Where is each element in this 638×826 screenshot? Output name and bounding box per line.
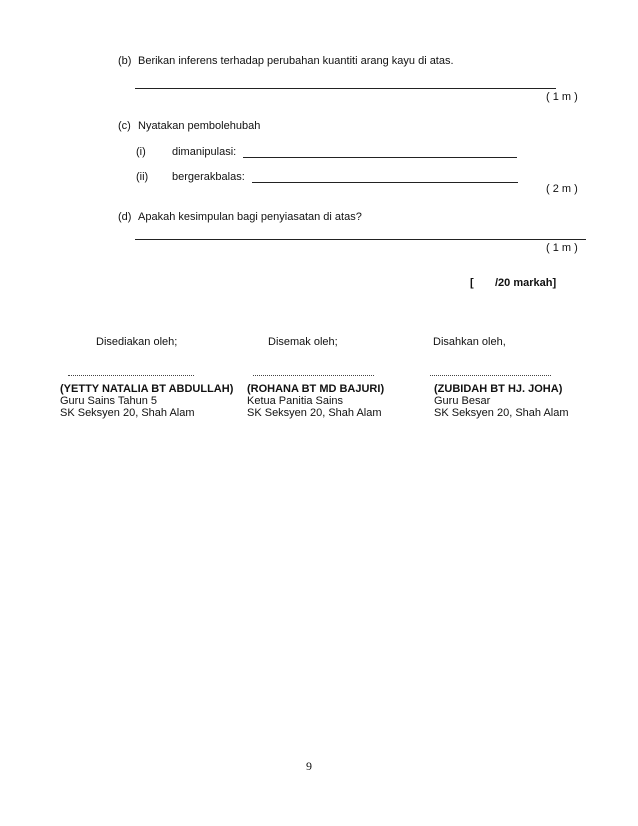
marks-b: ( 1 m ) bbox=[546, 91, 578, 103]
question-c-item-ii-text: bergerakbalas: bbox=[172, 171, 245, 183]
signature-name-prepared: (YETTY NATALIA BT ABDULLAH) bbox=[60, 383, 234, 395]
answer-line-c-ii[interactable] bbox=[252, 182, 518, 183]
name-text: YETTY NATALIA BT ABDULLAH bbox=[63, 383, 230, 395]
question-c-text: Nyatakan pembolehubah bbox=[138, 120, 261, 132]
answer-line-d[interactable] bbox=[135, 239, 586, 240]
question-c-item-i-num: (i) bbox=[136, 146, 146, 158]
name-text: ROHANA BT MD BAJURI bbox=[250, 383, 381, 395]
signature-school-prepared: SK Seksyen 20, Shah Alam bbox=[60, 407, 195, 419]
question-b-text: Berikan inferens terhadap perubahan kuantiti arang kayu di atas. bbox=[138, 55, 454, 67]
signature-title-prepared: Guru Sains Tahun 5 bbox=[60, 395, 158, 407]
name-text: ZUBIDAH BT HJ. JOHA bbox=[437, 383, 559, 395]
marks-c: ( 2 m ) bbox=[546, 183, 578, 195]
question-d-label: (d) bbox=[118, 211, 132, 223]
signature-line-prepared bbox=[68, 375, 194, 376]
page-number: 9 bbox=[306, 759, 312, 773]
question-c-label: (c) bbox=[118, 120, 131, 132]
signature-line-checked bbox=[253, 375, 374, 376]
total-marks: /20 markah] bbox=[495, 277, 557, 289]
signature-title-approved: Guru Besar bbox=[434, 395, 491, 407]
signature-role-checked: Disemak oleh; bbox=[268, 336, 338, 348]
answer-line-b[interactable] bbox=[135, 88, 556, 89]
signature-school-approved: SK Seksyen 20, Shah Alam bbox=[434, 407, 569, 419]
signature-title-checked: Ketua Panitia Sains bbox=[247, 395, 344, 407]
question-d-text: Apakah kesimpulan bagi penyiasatan di atas? bbox=[138, 211, 362, 223]
signature-line-approved bbox=[430, 375, 551, 376]
question-c-item-i-text: dimanipulasi: bbox=[172, 146, 237, 158]
marks-d: ( 1 m ) bbox=[546, 242, 578, 254]
total-bracket: [ bbox=[470, 277, 474, 289]
signature-role-prepared: Disediakan oleh; bbox=[96, 336, 178, 348]
signature-school-checked: SK Seksyen 20, Shah Alam bbox=[247, 407, 382, 419]
signature-name-approved: (ZUBIDAH BT HJ. JOHA) bbox=[434, 383, 563, 395]
question-b-label: (b) bbox=[118, 55, 132, 67]
question-c-item-ii-num: (ii) bbox=[136, 171, 149, 183]
signature-name-checked: (ROHANA BT MD BAJURI) bbox=[247, 383, 385, 395]
answer-line-c-i[interactable] bbox=[243, 157, 517, 158]
signature-role-approved: Disahkan oleh, bbox=[433, 336, 506, 348]
